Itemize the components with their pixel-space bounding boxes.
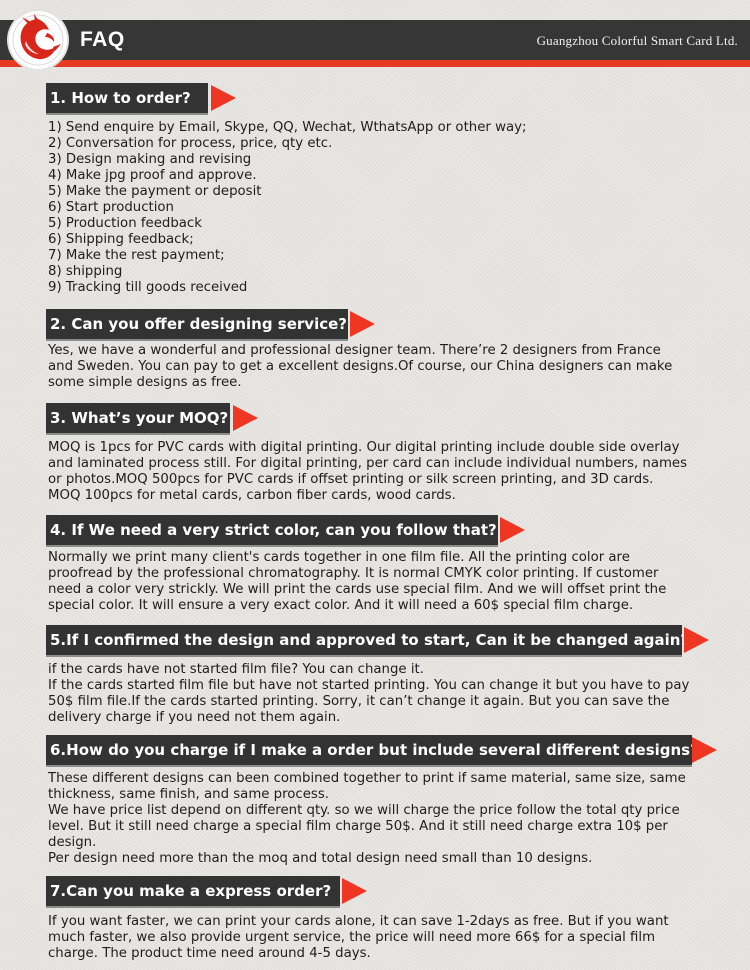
answer-line: MOQ is 1pcs for PVC cards with digital printing. Our digital printing include double side overlay (48, 440, 680, 455)
answer-line: delivery charge if you need not them again. (48, 710, 341, 725)
faq-question-4: 4. If We need a very strict color, can you follow that? (46, 515, 498, 545)
answer-line: or photos.MOQ 500pcs for PVC cards if offset printing or silk screen printing, and 3D cards. (48, 472, 654, 487)
faq-answer-4 (48, 550, 718, 614)
header-accent-stripe (0, 60, 750, 67)
answer-line: special color. It will ensure a very exact color. And it will need a 60$ special film charge. (48, 598, 634, 613)
answer-line: some simple designs as free. (48, 375, 242, 390)
answer-line: Normally we print many client's cards together in one film file. All the printing color are (48, 550, 630, 565)
answer-line: 3) Design making and revising (48, 152, 252, 167)
arrow-right-icon (342, 878, 367, 904)
faq-question-5: 5.If I confirmed the design and approved to start, Can it be changed again? (46, 625, 682, 655)
answer-line: design. (48, 835, 97, 850)
answer-line: charge. The product time need around 4-5 days. (48, 946, 371, 961)
answer-line: 2) Conversation for process, price, qty etc. (48, 136, 333, 151)
answer-line: If the cards started film file but have not started printing. You can change it but you have to pay (48, 678, 690, 693)
answer-line: if the cards have not started film file? You can change it. (48, 662, 424, 677)
answer-line: need a color very strickly. We will print the cards use special film. And we will offset print the (48, 582, 667, 597)
answer-line: 7) Make the rest payment; (48, 248, 225, 263)
answer-line: 50$ film file.If the cards started printing. Sorry, it can’t change it again. But you can save the (48, 694, 670, 709)
answer-line: 8) shipping (48, 264, 123, 279)
answer-line: level. But it still need charge a special film charge 50$. And it still need charge extra 10$ per (48, 819, 668, 834)
arrow-right-icon (692, 737, 717, 763)
answer-line: Yes, we have a wonderful and professional designer team. There’re 2 designers from France (48, 343, 661, 358)
page-title: FAQ (80, 28, 125, 51)
answer-line: MOQ 100pcs for metal cards, carbon fiber cards, wood cards. (48, 488, 456, 503)
arrow-right-icon (350, 311, 375, 337)
company-name: Guangzhou Colorful Smart Card Ltd. (536, 33, 738, 48)
answer-line: 6) Start production (48, 200, 174, 215)
answer-line: much faster, we also provide urgent service, the price will need more 66$ for a special film (48, 930, 656, 945)
answer-line: and laminated process still. For digital printing, per card can include individual numbers, names (48, 456, 688, 471)
answer-line: thickness, same finish, and same process. (48, 787, 330, 802)
answer-line: If you want faster, we can print your cards alone, it can save 1-2days as free. But if you want (48, 914, 669, 929)
faq-answer-3 (48, 440, 718, 504)
answer-line: 5) Production feedback (48, 216, 202, 231)
arrow-right-icon (500, 517, 525, 543)
dragon-logo-icon (9, 11, 67, 69)
arrow-right-icon (684, 627, 709, 653)
answer-line: These different designs can been combined together to print if same material, same size, same (48, 771, 686, 786)
faq-question-3: 3. What’s your MOQ? (46, 403, 230, 433)
answer-line: We have price list depend on different qty. so we will charge the price follow the total qty price (48, 803, 680, 818)
faq-question-6: 6.How do you charge if I make a order but include several different designs? (46, 735, 692, 765)
answer-line: 5) Make the payment or deposit (48, 184, 262, 199)
faq-answer-5 (48, 662, 718, 726)
faq-question-7: 7.Can you make a express order? (46, 876, 340, 906)
answer-line: 4) Make jpg proof and approve. (48, 168, 257, 183)
answer-line: and Sweden. You can pay to get a excellent designs.Of course, our China designers can make (48, 359, 673, 374)
faq-answer-7 (48, 914, 718, 962)
arrow-right-icon (233, 405, 258, 431)
arrow-right-icon (211, 85, 236, 111)
answer-line: 9) Tracking till goods received (48, 280, 248, 295)
answer-line: proofread by the professional chromatography. It is normal CMYK color printing. If customer (48, 566, 659, 581)
faq-answer-1 (48, 120, 718, 296)
faq-question-2: 2. Can you offer designing service? (46, 309, 348, 339)
answer-line: 1) Send enquire by Email, Skype, QQ, Wechat, WthatsApp or other way; (48, 120, 527, 135)
faq-question-1: 1. How to order? (46, 83, 208, 113)
faq-answer-6 (48, 771, 718, 867)
answer-line: Per design need more than the moq and total design need small than 10 designs. (48, 851, 593, 866)
faq-answer-2 (48, 343, 718, 391)
answer-line: 6) Shipping feedback; (48, 232, 194, 247)
